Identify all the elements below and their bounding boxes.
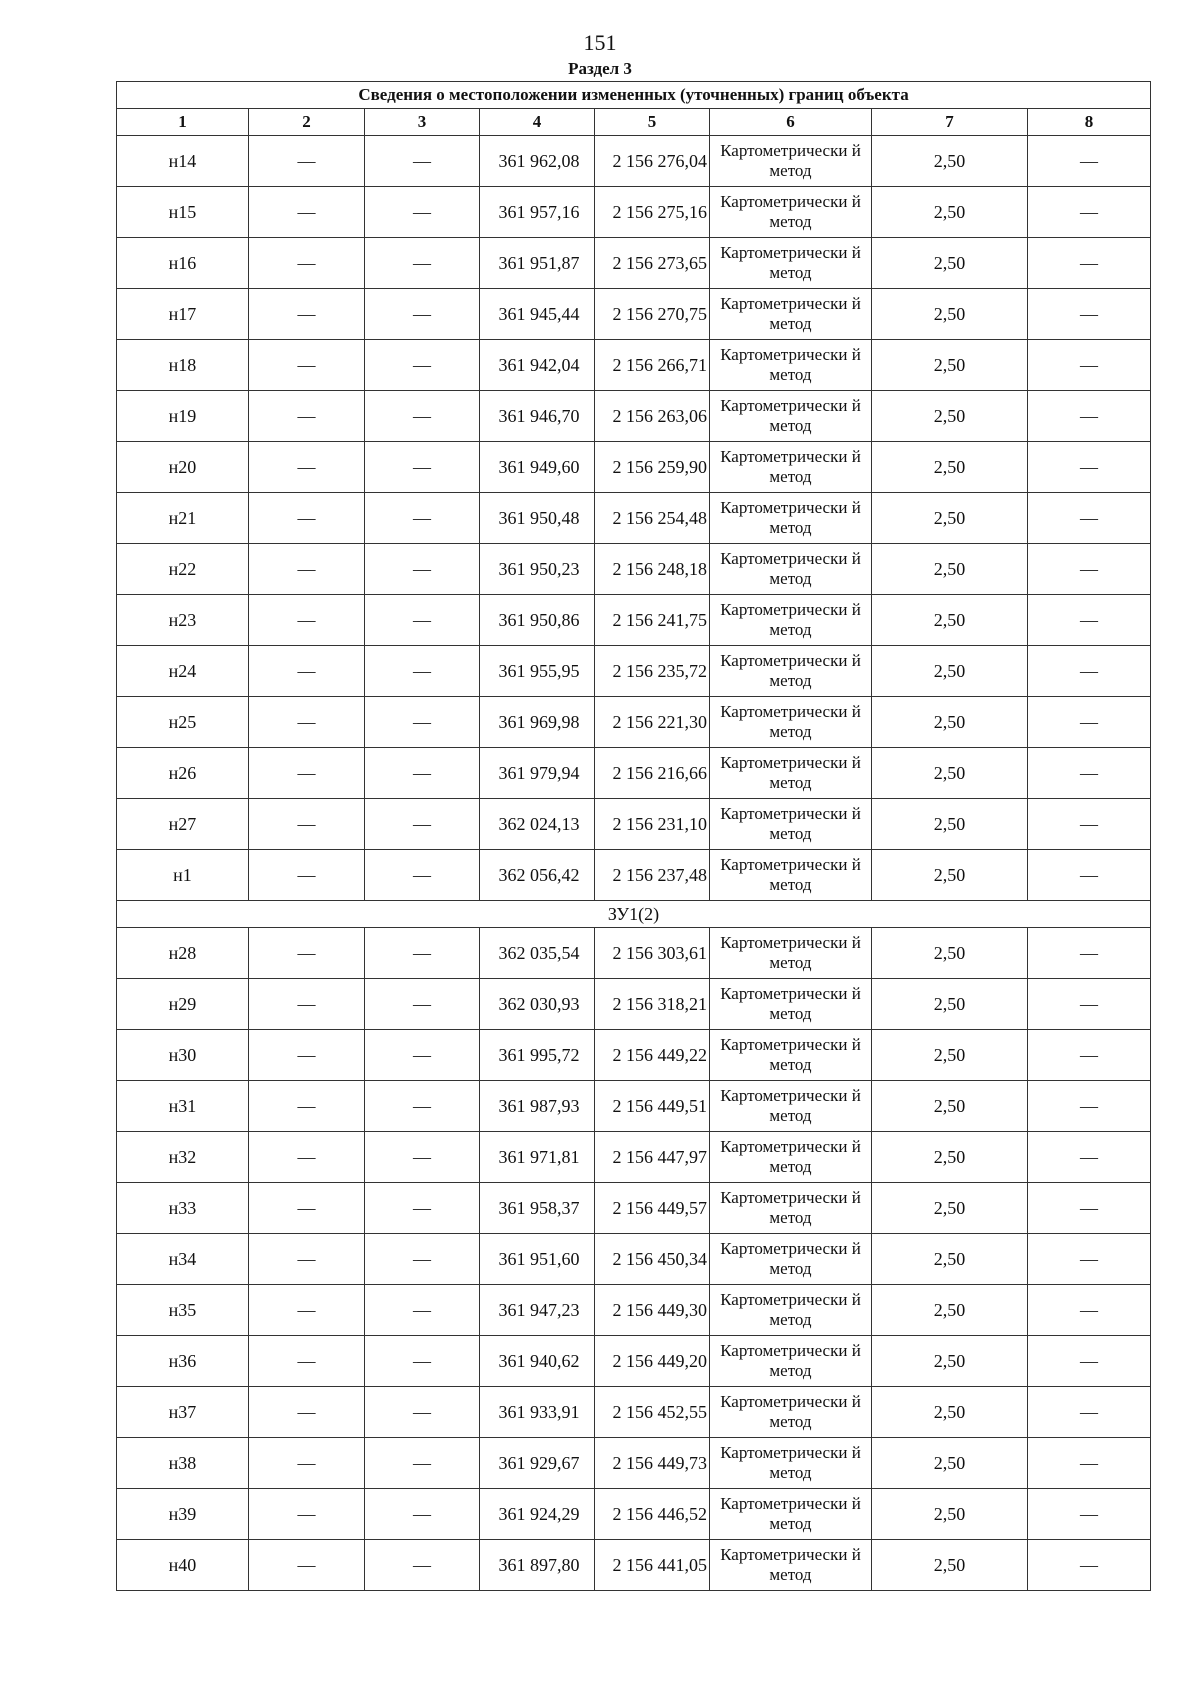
y-coordinate-cell: 2 156 449,73 bbox=[595, 1438, 710, 1489]
accuracy-cell: 2,50 bbox=[872, 493, 1028, 544]
y-coordinate-cell: 2 156 450,34 bbox=[595, 1234, 710, 1285]
column-3-cell: — bbox=[365, 136, 480, 187]
column-number: 1 bbox=[117, 109, 249, 136]
x-coordinate-cell: 361 962,08 bbox=[480, 136, 595, 187]
column-8-cell: — bbox=[1028, 850, 1151, 901]
x-coordinate-cell: 361 945,44 bbox=[480, 289, 595, 340]
y-coordinate-cell: 2 156 318,21 bbox=[595, 979, 710, 1030]
table-row bbox=[117, 979, 1151, 1030]
column-8-cell: — bbox=[1028, 979, 1151, 1030]
method-cell: Картометрически й метод bbox=[710, 1132, 872, 1183]
column-number: 3 bbox=[365, 109, 480, 136]
column-3-cell: — bbox=[365, 1387, 480, 1438]
column-8-cell: — bbox=[1028, 238, 1151, 289]
method-cell: Картометрически й метод bbox=[710, 1285, 872, 1336]
table-row bbox=[117, 1183, 1151, 1234]
point-number-cell: н16 bbox=[117, 238, 249, 289]
method-cell: Картометрически й метод bbox=[710, 748, 872, 799]
table-row bbox=[117, 493, 1151, 544]
column-8-cell: — bbox=[1028, 391, 1151, 442]
y-coordinate-cell: 2 156 254,48 bbox=[595, 493, 710, 544]
column-3-cell: — bbox=[365, 1132, 480, 1183]
column-8-cell: — bbox=[1028, 1285, 1151, 1336]
column-2-cell: — bbox=[249, 1387, 365, 1438]
point-number-cell: н35 bbox=[117, 1285, 249, 1336]
column-2-cell: — bbox=[249, 187, 365, 238]
x-coordinate-cell: 361 951,87 bbox=[480, 238, 595, 289]
table-row bbox=[117, 1030, 1151, 1081]
column-3-cell: — bbox=[365, 1285, 480, 1336]
group-row bbox=[117, 901, 1151, 928]
column-8-cell: — bbox=[1028, 1030, 1151, 1081]
method-cell: Картометрически й метод bbox=[710, 1081, 872, 1132]
accuracy-cell: 2,50 bbox=[872, 187, 1028, 238]
y-coordinate-cell: 2 156 449,30 bbox=[595, 1285, 710, 1336]
y-coordinate-cell: 2 156 266,71 bbox=[595, 340, 710, 391]
column-3-cell: — bbox=[365, 544, 480, 595]
coordinates-table bbox=[116, 81, 1151, 1591]
point-number-cell: н28 bbox=[117, 928, 249, 979]
column-2-cell: — bbox=[249, 391, 365, 442]
column-8-cell: — bbox=[1028, 928, 1151, 979]
table-row bbox=[117, 799, 1151, 850]
column-number: 8 bbox=[1028, 109, 1151, 136]
y-coordinate-cell: 2 156 221,30 bbox=[595, 697, 710, 748]
y-coordinate-cell: 2 156 237,48 bbox=[595, 850, 710, 901]
point-number-cell: н27 bbox=[117, 799, 249, 850]
column-2-cell: — bbox=[249, 748, 365, 799]
method-cell: Картометрически й метод bbox=[710, 136, 872, 187]
column-3-cell: — bbox=[365, 289, 480, 340]
x-coordinate-cell: 361 942,04 bbox=[480, 340, 595, 391]
column-2-cell: — bbox=[249, 646, 365, 697]
accuracy-cell: 2,50 bbox=[872, 1132, 1028, 1183]
point-number-cell: н29 bbox=[117, 979, 249, 1030]
table-row bbox=[117, 1489, 1151, 1540]
column-3-cell: — bbox=[365, 238, 480, 289]
point-number-cell: н15 bbox=[117, 187, 249, 238]
table-row bbox=[117, 748, 1151, 799]
column-3-cell: — bbox=[365, 493, 480, 544]
column-8-cell: — bbox=[1028, 289, 1151, 340]
accuracy-cell: 2,50 bbox=[872, 1540, 1028, 1591]
table-row bbox=[117, 1285, 1151, 1336]
x-coordinate-cell: 361 947,23 bbox=[480, 1285, 595, 1336]
column-2-cell: — bbox=[249, 1540, 365, 1591]
y-coordinate-cell: 2 156 303,61 bbox=[595, 928, 710, 979]
x-coordinate-cell: 361 946,70 bbox=[480, 391, 595, 442]
column-8-cell: — bbox=[1028, 1438, 1151, 1489]
column-8-cell: — bbox=[1028, 544, 1151, 595]
column-3-cell: — bbox=[365, 1234, 480, 1285]
x-coordinate-cell: 361 951,60 bbox=[480, 1234, 595, 1285]
column-2-cell: — bbox=[249, 493, 365, 544]
column-2-cell: — bbox=[249, 928, 365, 979]
accuracy-cell: 2,50 bbox=[872, 1489, 1028, 1540]
page-number: 151 bbox=[583, 30, 617, 55]
y-coordinate-cell: 2 156 441,05 bbox=[595, 1540, 710, 1591]
column-8-cell: — bbox=[1028, 340, 1151, 391]
point-number-cell: н20 bbox=[117, 442, 249, 493]
point-number-cell: н17 bbox=[117, 289, 249, 340]
y-coordinate-cell: 2 156 231,10 bbox=[595, 799, 710, 850]
column-number-row bbox=[117, 109, 1151, 136]
method-cell: Картометрически й метод bbox=[710, 1183, 872, 1234]
table-caption-row bbox=[117, 82, 1151, 109]
table-row bbox=[117, 928, 1151, 979]
table-row bbox=[117, 1132, 1151, 1183]
column-8-cell: — bbox=[1028, 1387, 1151, 1438]
column-8-cell: — bbox=[1028, 1234, 1151, 1285]
accuracy-cell: 2,50 bbox=[872, 697, 1028, 748]
accuracy-cell: 2,50 bbox=[872, 748, 1028, 799]
y-coordinate-cell: 2 156 263,06 bbox=[595, 391, 710, 442]
method-cell: Картометрически й метод bbox=[710, 1540, 872, 1591]
column-3-cell: — bbox=[365, 646, 480, 697]
point-number-cell: н22 bbox=[117, 544, 249, 595]
column-8-cell: — bbox=[1028, 1081, 1151, 1132]
column-3-cell: — bbox=[365, 1030, 480, 1081]
accuracy-cell: 2,50 bbox=[872, 289, 1028, 340]
column-3-cell: — bbox=[365, 340, 480, 391]
table-row bbox=[117, 1234, 1151, 1285]
column-2-cell: — bbox=[249, 1336, 365, 1387]
column-3-cell: — bbox=[365, 1438, 480, 1489]
x-coordinate-cell: 361 955,95 bbox=[480, 646, 595, 697]
column-3-cell: — bbox=[365, 187, 480, 238]
point-number-cell: н24 bbox=[117, 646, 249, 697]
accuracy-cell: 2,50 bbox=[872, 1081, 1028, 1132]
column-number: 7 bbox=[872, 109, 1028, 136]
method-cell: Картометрически й метод bbox=[710, 646, 872, 697]
point-number-cell: н37 bbox=[117, 1387, 249, 1438]
column-8-cell: — bbox=[1028, 1132, 1151, 1183]
x-coordinate-cell: 361 950,23 bbox=[480, 544, 595, 595]
table-row bbox=[117, 646, 1151, 697]
method-cell: Картометрически й метод bbox=[710, 289, 872, 340]
method-cell: Картометрически й метод bbox=[710, 1489, 872, 1540]
accuracy-cell: 2,50 bbox=[872, 928, 1028, 979]
column-8-cell: — bbox=[1028, 1540, 1151, 1591]
column-3-cell: — bbox=[365, 697, 480, 748]
point-number-cell: н33 bbox=[117, 1183, 249, 1234]
column-2-cell: — bbox=[249, 340, 365, 391]
column-3-cell: — bbox=[365, 1081, 480, 1132]
column-2-cell: — bbox=[249, 1234, 365, 1285]
point-number-cell: н19 bbox=[117, 391, 249, 442]
point-number-cell: н38 bbox=[117, 1438, 249, 1489]
method-cell: Картометрически й метод bbox=[710, 1030, 872, 1081]
y-coordinate-cell: 2 156 449,57 bbox=[595, 1183, 710, 1234]
point-number-cell: н18 bbox=[117, 340, 249, 391]
method-cell: Картометрически й метод bbox=[710, 442, 872, 493]
column-2-cell: — bbox=[249, 1285, 365, 1336]
x-coordinate-cell: 361 971,81 bbox=[480, 1132, 595, 1183]
x-coordinate-cell: 361 958,37 bbox=[480, 1183, 595, 1234]
column-number: 6 bbox=[710, 109, 872, 136]
accuracy-cell: 2,50 bbox=[872, 1183, 1028, 1234]
y-coordinate-cell: 2 156 449,20 bbox=[595, 1336, 710, 1387]
accuracy-cell: 2,50 bbox=[872, 850, 1028, 901]
method-cell: Картометрически й метод bbox=[710, 1336, 872, 1387]
y-coordinate-cell: 2 156 449,22 bbox=[595, 1030, 710, 1081]
x-coordinate-cell: 361 950,48 bbox=[480, 493, 595, 544]
column-8-cell: — bbox=[1028, 799, 1151, 850]
x-coordinate-cell: 361 987,93 bbox=[480, 1081, 595, 1132]
x-coordinate-cell: 361 969,98 bbox=[480, 697, 595, 748]
table-row bbox=[117, 1540, 1151, 1591]
column-2-cell: — bbox=[249, 238, 365, 289]
table-row bbox=[117, 136, 1151, 187]
accuracy-cell: 2,50 bbox=[872, 1030, 1028, 1081]
x-coordinate-cell: 361 979,94 bbox=[480, 748, 595, 799]
table-row bbox=[117, 1387, 1151, 1438]
column-2-cell: — bbox=[249, 1030, 365, 1081]
y-coordinate-cell: 2 156 259,90 bbox=[595, 442, 710, 493]
method-cell: Картометрически й метод bbox=[710, 340, 872, 391]
accuracy-cell: 2,50 bbox=[872, 1336, 1028, 1387]
table-body bbox=[117, 136, 1151, 1591]
x-coordinate-cell: 362 035,54 bbox=[480, 928, 595, 979]
column-3-cell: — bbox=[365, 1489, 480, 1540]
accuracy-cell: 2,50 bbox=[872, 1234, 1028, 1285]
column-8-cell: — bbox=[1028, 697, 1151, 748]
column-3-cell: — bbox=[365, 799, 480, 850]
x-coordinate-cell: 361 924,29 bbox=[480, 1489, 595, 1540]
y-coordinate-cell: 2 156 216,66 bbox=[595, 748, 710, 799]
y-coordinate-cell: 2 156 275,16 bbox=[595, 187, 710, 238]
accuracy-cell: 2,50 bbox=[872, 799, 1028, 850]
column-3-cell: — bbox=[365, 1183, 480, 1234]
x-coordinate-cell: 361 929,67 bbox=[480, 1438, 595, 1489]
accuracy-cell: 2,50 bbox=[872, 979, 1028, 1030]
method-cell: Картометрически й метод bbox=[710, 493, 872, 544]
column-2-cell: — bbox=[249, 544, 365, 595]
table-row bbox=[117, 442, 1151, 493]
column-number: 2 bbox=[249, 109, 365, 136]
table-row bbox=[117, 544, 1151, 595]
accuracy-cell: 2,50 bbox=[872, 1387, 1028, 1438]
column-8-cell: — bbox=[1028, 136, 1151, 187]
column-3-cell: — bbox=[365, 1540, 480, 1591]
column-2-cell: — bbox=[249, 1132, 365, 1183]
accuracy-cell: 2,50 bbox=[872, 391, 1028, 442]
accuracy-cell: 2,50 bbox=[872, 136, 1028, 187]
accuracy-cell: 2,50 bbox=[872, 442, 1028, 493]
column-8-cell: — bbox=[1028, 646, 1151, 697]
method-cell: Картометрически й метод bbox=[710, 1387, 872, 1438]
method-cell: Картометрически й метод bbox=[710, 799, 872, 850]
column-3-cell: — bbox=[365, 928, 480, 979]
method-cell: Картометрически й метод bbox=[710, 1234, 872, 1285]
column-2-cell: — bbox=[249, 1183, 365, 1234]
point-number-cell: н23 bbox=[117, 595, 249, 646]
group-label: ЗУ1(2) bbox=[117, 901, 1151, 928]
table-row bbox=[117, 1438, 1151, 1489]
table-row bbox=[117, 187, 1151, 238]
accuracy-cell: 2,50 bbox=[872, 646, 1028, 697]
x-coordinate-cell: 361 995,72 bbox=[480, 1030, 595, 1081]
accuracy-cell: 2,50 bbox=[872, 1285, 1028, 1336]
column-8-cell: — bbox=[1028, 442, 1151, 493]
column-8-cell: — bbox=[1028, 187, 1151, 238]
table-row bbox=[117, 850, 1151, 901]
table-row bbox=[117, 391, 1151, 442]
table-row bbox=[117, 595, 1151, 646]
table-row bbox=[117, 340, 1151, 391]
x-coordinate-cell: 362 030,93 bbox=[480, 979, 595, 1030]
y-coordinate-cell: 2 156 270,75 bbox=[595, 289, 710, 340]
column-2-cell: — bbox=[249, 799, 365, 850]
y-coordinate-cell: 2 156 235,72 bbox=[595, 646, 710, 697]
table-row bbox=[117, 289, 1151, 340]
column-2-cell: — bbox=[249, 136, 365, 187]
point-number-cell: н25 bbox=[117, 697, 249, 748]
method-cell: Картометрически й метод bbox=[710, 1438, 872, 1489]
column-8-cell: — bbox=[1028, 595, 1151, 646]
column-2-cell: — bbox=[249, 289, 365, 340]
y-coordinate-cell: 2 156 273,65 bbox=[595, 238, 710, 289]
column-3-cell: — bbox=[365, 1336, 480, 1387]
column-8-cell: — bbox=[1028, 493, 1151, 544]
accuracy-cell: 2,50 bbox=[872, 238, 1028, 289]
table-row bbox=[117, 238, 1151, 289]
point-number-cell: н39 bbox=[117, 1489, 249, 1540]
y-coordinate-cell: 2 156 452,55 bbox=[595, 1387, 710, 1438]
x-coordinate-cell: 361 949,60 bbox=[480, 442, 595, 493]
point-number-cell: н32 bbox=[117, 1132, 249, 1183]
accuracy-cell: 2,50 bbox=[872, 544, 1028, 595]
column-8-cell: — bbox=[1028, 1183, 1151, 1234]
accuracy-cell: 2,50 bbox=[872, 595, 1028, 646]
method-cell: Картометрически й метод bbox=[710, 187, 872, 238]
method-cell: Картометрически й метод bbox=[710, 928, 872, 979]
table-row bbox=[117, 1336, 1151, 1387]
x-coordinate-cell: 361 897,80 bbox=[480, 1540, 595, 1591]
point-number-cell: н1 bbox=[117, 850, 249, 901]
column-8-cell: — bbox=[1028, 1489, 1151, 1540]
accuracy-cell: 2,50 bbox=[872, 340, 1028, 391]
x-coordinate-cell: 362 056,42 bbox=[480, 850, 595, 901]
point-number-cell: н40 bbox=[117, 1540, 249, 1591]
column-3-cell: — bbox=[365, 850, 480, 901]
y-coordinate-cell: 2 156 446,52 bbox=[595, 1489, 710, 1540]
table-row bbox=[117, 697, 1151, 748]
point-number-cell: н30 bbox=[117, 1030, 249, 1081]
x-coordinate-cell: 361 957,16 bbox=[480, 187, 595, 238]
column-2-cell: — bbox=[249, 979, 365, 1030]
point-number-cell: н26 bbox=[117, 748, 249, 799]
y-coordinate-cell: 2 156 248,18 bbox=[595, 544, 710, 595]
x-coordinate-cell: 361 950,86 bbox=[480, 595, 595, 646]
x-coordinate-cell: 362 024,13 bbox=[480, 799, 595, 850]
table-row bbox=[117, 1081, 1151, 1132]
point-number-cell: н14 bbox=[117, 136, 249, 187]
column-2-cell: — bbox=[249, 1081, 365, 1132]
method-cell: Картометрически й метод bbox=[710, 979, 872, 1030]
y-coordinate-cell: 2 156 447,97 bbox=[595, 1132, 710, 1183]
column-3-cell: — bbox=[365, 595, 480, 646]
column-2-cell: — bbox=[249, 595, 365, 646]
y-coordinate-cell: 2 156 276,04 bbox=[595, 136, 710, 187]
accuracy-cell: 2,50 bbox=[872, 1438, 1028, 1489]
column-8-cell: — bbox=[1028, 748, 1151, 799]
column-number: 4 bbox=[480, 109, 595, 136]
x-coordinate-cell: 361 933,91 bbox=[480, 1387, 595, 1438]
point-number-cell: н31 bbox=[117, 1081, 249, 1132]
column-3-cell: — bbox=[365, 979, 480, 1030]
column-3-cell: — bbox=[365, 442, 480, 493]
column-2-cell: — bbox=[249, 1438, 365, 1489]
table-caption: Сведения о местоположении измененных (уточненных) границ объекта bbox=[117, 82, 1151, 109]
method-cell: Картометрически й метод bbox=[710, 238, 872, 289]
y-coordinate-cell: 2 156 449,51 bbox=[595, 1081, 710, 1132]
method-cell: Картометрически й метод bbox=[710, 595, 872, 646]
column-8-cell: — bbox=[1028, 1336, 1151, 1387]
method-cell: Картометрически й метод bbox=[710, 544, 872, 595]
point-number-cell: н36 bbox=[117, 1336, 249, 1387]
method-cell: Картометрически й метод bbox=[710, 391, 872, 442]
column-2-cell: — bbox=[249, 850, 365, 901]
y-coordinate-cell: 2 156 241,75 bbox=[595, 595, 710, 646]
method-cell: Картометрически й метод bbox=[710, 850, 872, 901]
point-number-cell: н34 bbox=[117, 1234, 249, 1285]
column-2-cell: — bbox=[249, 442, 365, 493]
section-title: Раздел 3 bbox=[568, 59, 632, 78]
column-3-cell: — bbox=[365, 391, 480, 442]
column-3-cell: — bbox=[365, 748, 480, 799]
column-2-cell: — bbox=[249, 697, 365, 748]
method-cell: Картометрически й метод bbox=[710, 697, 872, 748]
column-2-cell: — bbox=[249, 1489, 365, 1540]
point-number-cell: н21 bbox=[117, 493, 249, 544]
x-coordinate-cell: 361 940,62 bbox=[480, 1336, 595, 1387]
column-number: 5 bbox=[595, 109, 710, 136]
